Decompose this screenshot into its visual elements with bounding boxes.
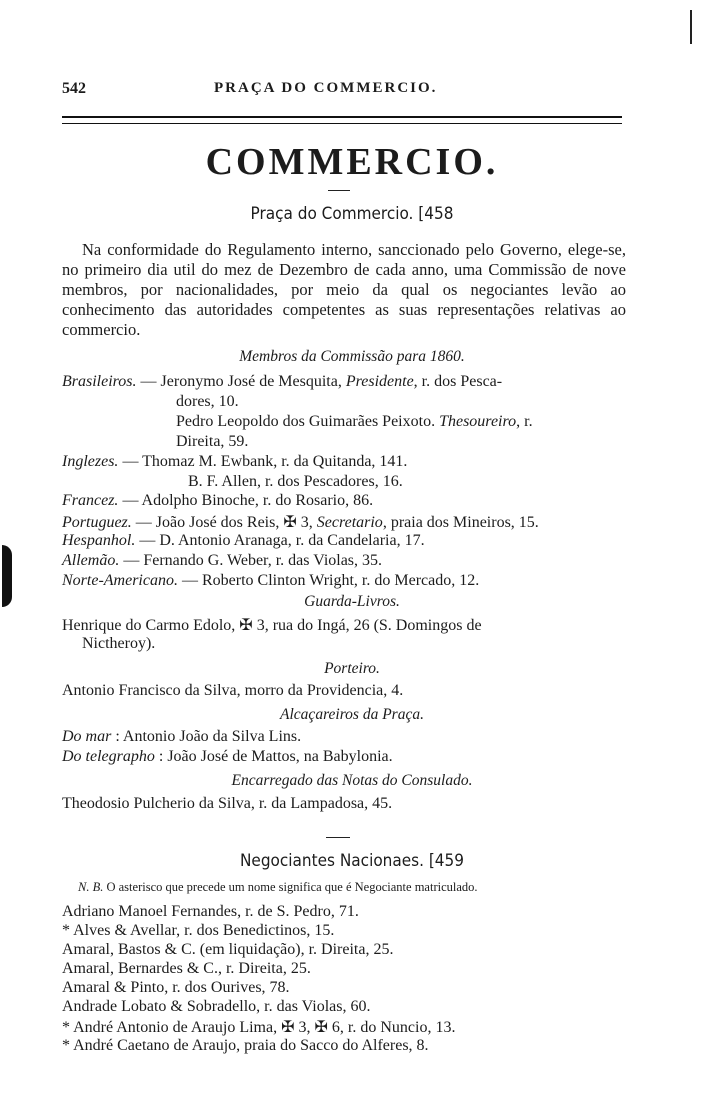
member-line (188, 473, 403, 491)
notas-line: Theodosio Pulcherio da Silva, r. da Lampadosa, 45. (62, 795, 393, 812)
porteiro-line: Antonio Francisco da Silva, morro da Providencia, 4. (62, 682, 404, 699)
member-nationality: Hespanhol. (62, 532, 136, 549)
member-nationality: Portuguez. (62, 514, 132, 531)
member-line (62, 552, 382, 570)
member-line (62, 572, 479, 590)
running-head (62, 80, 622, 102)
member-text: — D. Antonio Aranaga, r. da Candelaria, 17. (135, 532, 425, 549)
alcaide-line (62, 748, 393, 766)
page-number: 542 (62, 80, 86, 97)
member-role: Thesoureiro (439, 413, 517, 430)
merchant-entry: Amaral, Bernardes & C., r. Direita, 25. (62, 960, 311, 977)
running-title: PRAÇA DO COMMERCIO. (214, 80, 438, 96)
member-text: dores, 10. (176, 393, 239, 410)
guarda-line: Nictheroy). (82, 635, 156, 652)
page-edge-mark (690, 10, 692, 44)
merchant-entry: Andrade Lobato & Sobradello, r. das Violas, 60. (62, 998, 371, 1015)
member-line (62, 512, 539, 532)
alcaide-line (62, 728, 301, 746)
member-text: Direita, 59. (176, 433, 249, 450)
member-text: — Adolpho Binoche, r. do Rosario, 86. (118, 492, 374, 509)
member-text: — João José dos Reis, ✠ 3, (131, 514, 317, 531)
merchant-entry: * Alves & Avellar, r. dos Benedictinos, 15. (62, 922, 335, 939)
section-title: COMMERCIO. (205, 141, 499, 183)
member-line (62, 373, 502, 391)
subhead-porteiro: Porteiro. (324, 660, 380, 677)
title-rule (328, 190, 350, 191)
heading-negociantes: Negociantes Nacionaes. [459 (239, 851, 464, 871)
member-nationality: Inglezes. (62, 453, 119, 470)
member-line (176, 413, 533, 431)
member-text: — Thomaz M. Ewbank, r. da Quitanda, 141. (118, 453, 408, 470)
member-text: — Fernando G. Weber, r. das Violas, 35. (119, 552, 383, 569)
merchant-entry: * André Antonio de Araujo Lima, ✠ 3, ✠ 6, r. do Nuncio, 13. (62, 1019, 456, 1036)
member-line (62, 532, 425, 550)
alcaide-text: : Antonio João da Silva Lins. (111, 728, 302, 745)
subhead-alcaides: Alcaçareiros da Praça. (280, 706, 424, 723)
header-rule (62, 116, 622, 124)
subhead-guarda-livros: Guarda-Livros. (304, 593, 400, 610)
member-text: B. F. Allen, r. dos Pescadores, 16. (188, 473, 403, 490)
merchant-entry: Amaral, Bastos & C. (em liquidação), r. Direita, 25. (62, 941, 394, 958)
member-nationality: Francez. (62, 492, 119, 509)
alcaide-text: : João José de Mattos, na Babylonia. (154, 748, 393, 765)
guarda-line: Henrique do Carmo Edolo, ✠ 3, rua do Ingá, 26 (S. Domingos de (62, 617, 482, 634)
member-nationality: Norte-Americano. (62, 572, 178, 589)
member-line (176, 393, 239, 411)
member-text: — Jeronymo José de Mesquita, (136, 373, 346, 390)
member-tail: , r. (516, 413, 533, 430)
nb-label: N. B. (78, 880, 104, 894)
member-text: — Roberto Clinton Wright, r. do Mercado, 12. (177, 572, 480, 589)
alcaide-label: Do mar (62, 728, 112, 745)
nota-bene (78, 880, 478, 895)
member-tail: , r. dos Pesca- (413, 373, 503, 390)
member-text: Pedro Leopoldo dos Guimarães Peixoto. (176, 413, 440, 430)
member-line (62, 492, 373, 510)
merchant-entry: * André Caetano de Araujo, praia do Sacco do Alferes, 8. (62, 1037, 429, 1054)
member-nationality: Brasileiros. (62, 373, 137, 390)
member-nationality: Allemão. (62, 552, 120, 569)
member-tail: , praia dos Mineiros, 15. (382, 514, 539, 531)
merchant-entry: Amaral & Pinto, r. dos Ourives, 78. (62, 979, 290, 996)
merchant-entry: Adriano Manoel Fernandes, r. de S. Pedro, 71. (62, 903, 359, 920)
member-line (176, 433, 248, 451)
regulation-paragraph: Na conformidade do Regulamento interno, sanccionado pelo Governo, elege-se, no primeiro dia util do mez de Dezembro de cada anno, uma Commissão de nove membros, por nacionalidades, por meio da qual os negociantes levão ao conhecimento das autoridades competentes as suas representações relativas ao commercio. (62, 240, 626, 339)
nb-text: O asterisco que precede um nome significa que é Negociante matriculado. (103, 880, 478, 894)
alcaide-label: Do telegrapho (62, 748, 155, 765)
subhead-notas: Encarregado das Notas do Consulado. (231, 772, 473, 789)
section-rule (326, 837, 350, 838)
member-line (62, 453, 407, 471)
heading-praca: Praça do Commercio. [458 (250, 204, 454, 224)
member-role: Secretario (316, 514, 383, 531)
member-role: Presidente (345, 373, 414, 390)
subhead-members: Membros da Commissão para 1860. (239, 348, 465, 365)
